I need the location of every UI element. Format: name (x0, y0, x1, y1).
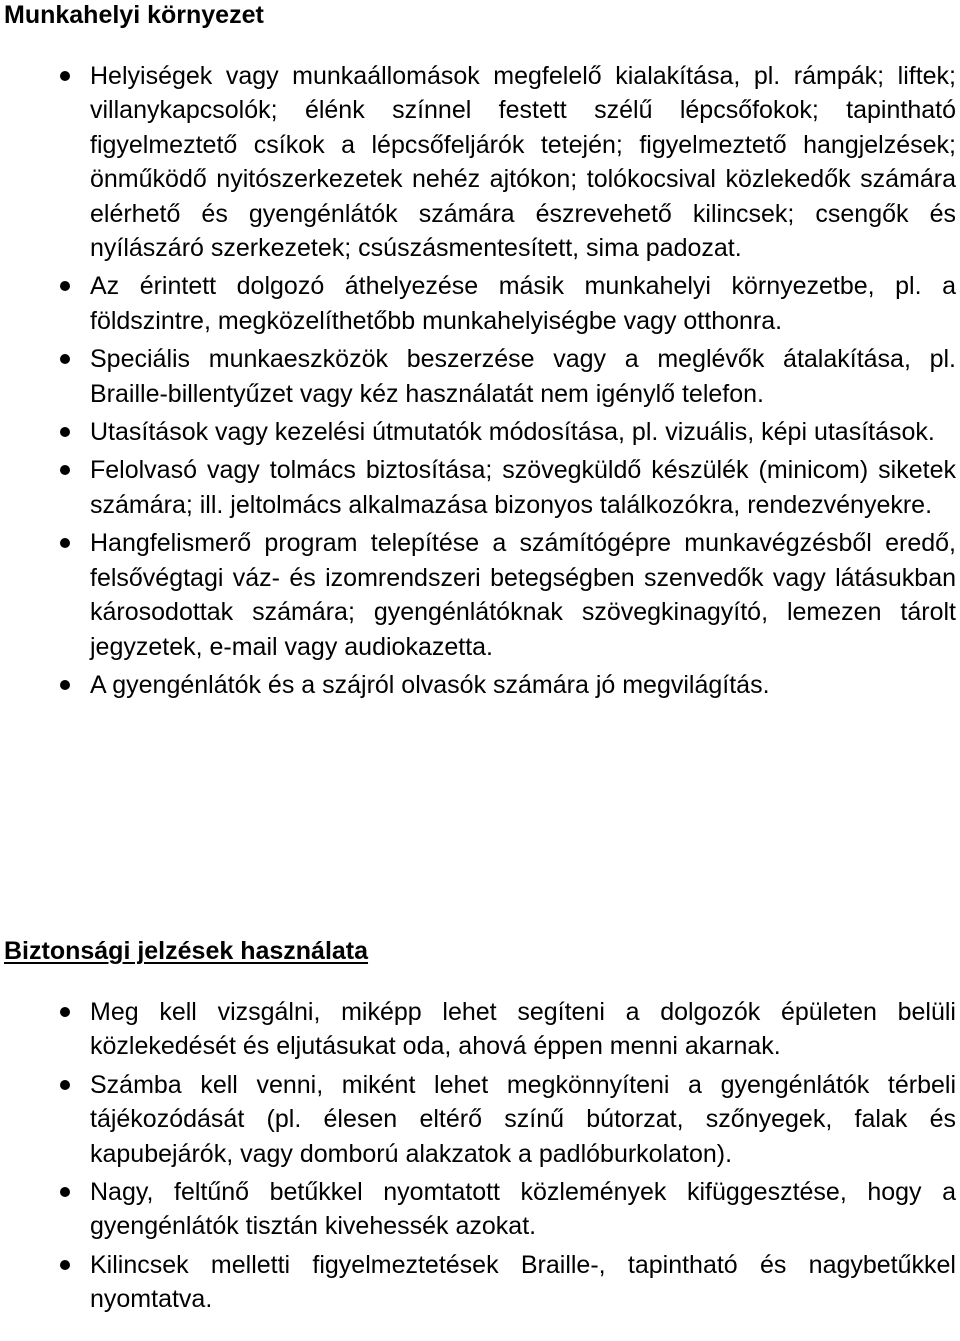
list-item (0, 526, 956, 664)
list-item-text: Speciális munkaeszközök beszerzése vagy a meglévők átalakítása, pl. Braille-billentyűzet vagy kéz használatát nem igénylő telefon. (90, 345, 956, 408)
list-item (0, 1248, 956, 1317)
list-item (0, 1068, 956, 1171)
list-item-text: Kilincsek melletti figyelmeztetések Braille-, tapintható és nagybetűkkel nyomtatva. (90, 1250, 956, 1314)
list-item (0, 342, 956, 411)
bullet-icon (60, 1080, 70, 1090)
list-item-text: Helyiségek vagy munkaállomások megfelelő kialakítása, pl. rámpák; liftek; villanykapcsolók; élénk színnel festett szélű lépcsőfokok; tapintható figyelmeztető csíkok a lépcsőfeljárók tetején; figyelmeztető hangjelzések; önműködő nyitószerkezetek nehéz ajtókon; tolókocsival közlekedők számára elérhető és gyengénlátók számára észrevehető kilincsek; csengők és nyílászáró szerkezetek; csúszásmentesített, sima padozat. (90, 62, 956, 263)
bullet-icon (60, 680, 70, 690)
list-item (0, 415, 956, 449)
bullet-icon (60, 1187, 70, 1197)
list-item-text: Hangfelismerő program telepítése a számítógépre munkavégzésből eredő, felsővégtagi váz- és izomrendszeri betegségben szenvedők vagy látásukban károsodottak számára; gyengénlátóknak szövegkinagyító, lemezen tárolt jegyzetek, e-mail vagy audiokazetta. (90, 529, 956, 661)
list-item (0, 453, 956, 522)
list-item (0, 668, 956, 702)
list-item (0, 59, 956, 265)
list-item (0, 995, 956, 1064)
bullet-icon (60, 281, 70, 291)
list-item-text: Felolvasó vagy tolmács biztosítása; szövegküldő készülék (minicom) siketek számára; ill. jeltolmács alkalmazása bizonyos találkozókra, rendezvényekre. (90, 456, 956, 519)
section-heading-workplace-environment: Munkahelyi környezet (4, 1, 264, 29)
bullet-icon (60, 1260, 70, 1270)
bullet-icon (60, 71, 70, 81)
list-item (0, 1175, 956, 1244)
list-item-text: Utasítások vagy kezelési útmutatók módosítása, pl. vizuális, képi utasítások. (90, 418, 935, 447)
bullet-icon (60, 1007, 70, 1017)
bullet-list-workplace-environment (0, 59, 960, 702)
list-item-text: A gyengénlátók és a szájról olvasók számára jó megvilágítás. (90, 670, 770, 699)
list-item-text: Nagy, feltűnő betűkkel nyomtatott közlemények kifüggesztése, hogy a gyengénlátók tisztán kivehessék azokat. (90, 1178, 956, 1241)
bullet-list-safety-signs (0, 995, 960, 1317)
list-item (0, 269, 956, 338)
bullet-icon (60, 465, 70, 475)
list-item-text: Az érintett dolgozó áthelyezése másik munkahelyi környezetbe, pl. a földszintre, megközelíthetőbb munkahelyiségbe vagy otthonra. (90, 272, 956, 335)
list-item-text: Számba kell venni, miként lehet megkönnyíteni a gyengénlátók térbeli tájékozódását (pl. élesen eltérő színű bútorzat, szőnyegek, falak és kapubejárók, vagy domború alakzatok a padlóburkolaton). (90, 1070, 956, 1168)
list-item-text: Meg kell vizsgálni, miképp lehet segíteni a dolgozók épületen belüli közlekedését és eljutásukat oda, ahová éppen menni akarnak. (90, 998, 956, 1061)
bullet-icon (60, 538, 70, 548)
section-heading-safety-signs: Biztonsági jelzések használata (4, 937, 369, 965)
bullet-icon (60, 354, 70, 364)
bullet-icon (60, 427, 70, 437)
